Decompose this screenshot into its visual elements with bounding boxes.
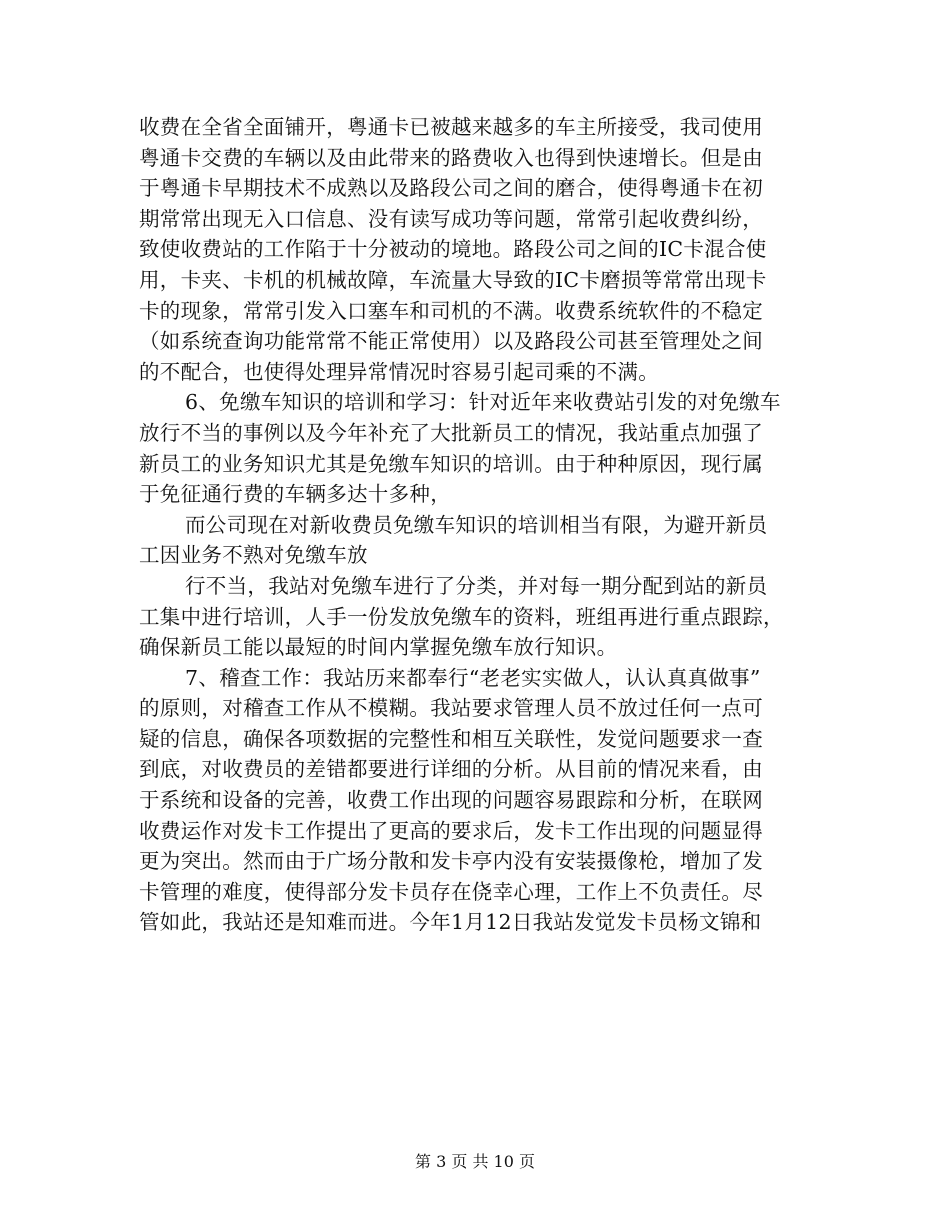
text-line: 管如此，我站还是知难而进。今年1月12日我站发觉发卡员杨文锦和 <box>139 910 762 935</box>
text-line: 致使收费站的工作陷于十分被动的境地。路段公司之间的IC卡混合使 <box>139 237 767 262</box>
text-line: 7、稽查工作：我站历来都奉行“老老实实做人，认认真真做事” <box>185 665 761 690</box>
text-line: 到底，对收费员的差错都要进行详细的分析。从目前的情况来看，由 <box>139 757 763 782</box>
text-line: 6、免缴车知识的培训和学习：针对近年来收费站引发的对免缴车 <box>185 390 781 415</box>
text-line: 的不配合，也使得处理异常情况时容易引起司乘的不满。 <box>139 359 659 384</box>
text-line: 而公司现在对新收费员免缴车知识的培训相当有限，为避开新员 <box>185 512 768 537</box>
text-line: 工因业务不熟对免缴车放 <box>139 543 368 568</box>
text-line: 卡管理的难度，使得部分发卡员存在侥幸心理，工作上不负责任。尽 <box>139 879 763 904</box>
text-line: 确保新员工能以最短的时间内掌握免缴车放行知识。 <box>139 635 618 660</box>
text-line: 新员工的业务知识尤其是免缴车知识的培训。由于种种原因，现行属 <box>139 451 763 476</box>
text-line: 卡的现象，常常引发入口塞车和司机的不满。收费系统软件的不稳定 <box>139 298 763 323</box>
text-line: 收费运作对发卡工作提出了更高的要求后，发卡工作出现的问题显得 <box>139 818 763 843</box>
page-footer <box>0 1151 950 1173</box>
text-line: 行不当，我站对免缴车进行了分类，并对每一期分配到站的新员 <box>185 573 768 598</box>
text-line: 的原则，对稽查工作从不模糊。我站要求管理人员不放过任何一点可 <box>139 696 763 721</box>
text-line: 于免征通行费的车辆多达十多种， <box>139 482 451 507</box>
text-line: 收费在全省全面铺开，粤通卡已被越来越多的车主所接受，我司使用 <box>139 115 763 139</box>
text-line: 期常常出现无入口信息、没有读写成功等问题，常常引起收费纠纷， <box>139 206 763 231</box>
text-line: 工集中进行培训，人手一份发放免缴车的资料，班组再进行重点跟踪， <box>139 604 784 629</box>
text-line: 放行不当的事例以及今年补充了大批新员工的情况，我站重点加强了 <box>139 420 763 445</box>
text-line: 疑的信息，确保各项数据的完整性和相互关联性，发觉问题要求一查 <box>139 726 763 751</box>
text-line: 用，卡夹、卡机的机械故障，车流量大导致的IC卡磨损等常常出现卡 <box>139 267 767 292</box>
body-text <box>139 112 811 938</box>
page-number: 第 3 页 共 10 页 <box>415 1152 535 1171</box>
text-line: 于系统和设备的完善，收费工作出现的问题容易跟踪和分析，在联网 <box>139 788 763 813</box>
text-line: 更为突出。然而由于广场分散和发卡亭内没有安装摄像枪，增加了发 <box>139 849 763 874</box>
text-line: （如系统查询功能常常不能正常使用）以及路段公司甚至管理处之间 <box>139 329 763 354</box>
text-line: 粤通卡交费的车辆以及由此带来的路费收入也得到快速增长。但是由 <box>139 145 763 170</box>
text-line: 于粤通卡早期技术不成熟以及路段公司之间的磨合，使得粤通卡在初 <box>139 176 763 201</box>
